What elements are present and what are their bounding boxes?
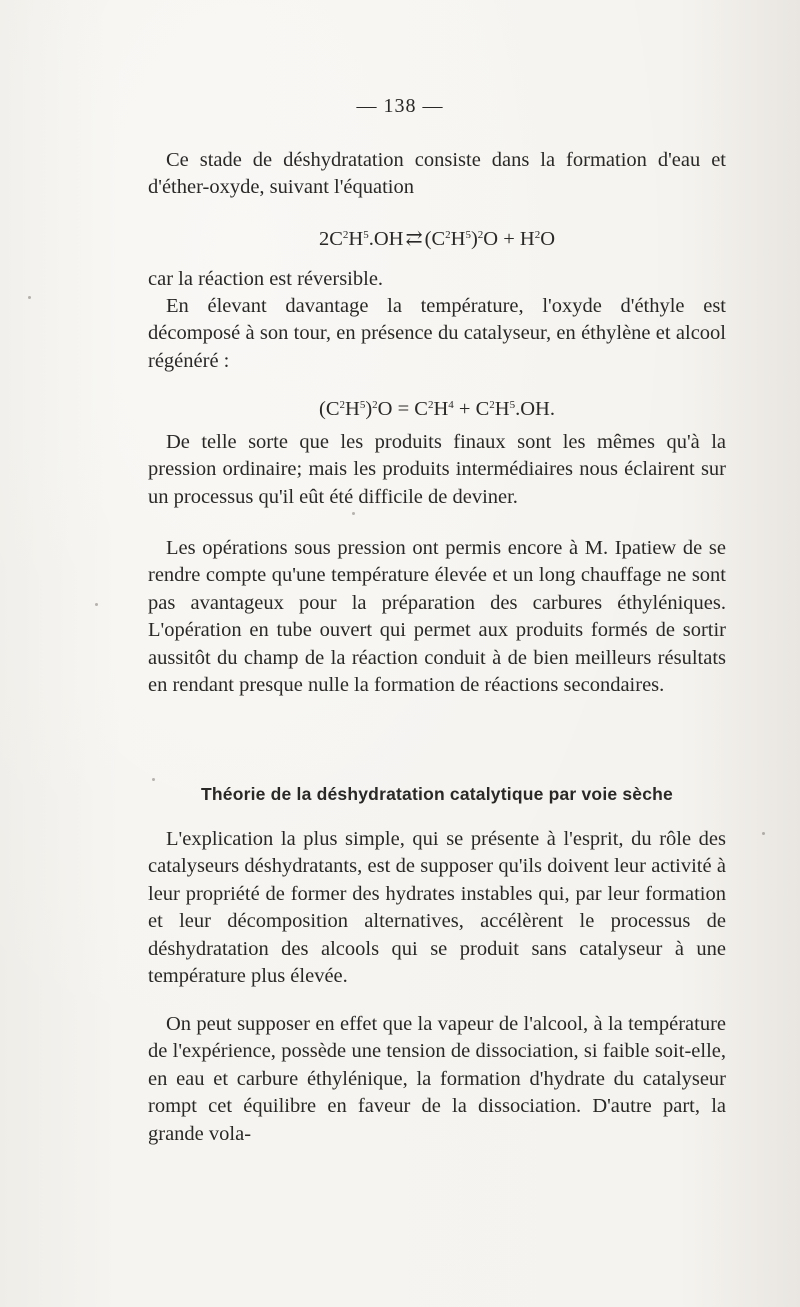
paragraph-text: De telle sorte que les produits finaux sont les mêmes qu'à la pression ordinaire; mais les produits intermédiaires nous éclairent sur un processus qu'il eût été difficile de deviner. xyxy=(148,431,726,508)
paragraph-text: En élevant davantage la température, l'oxyde d'éthyle est décomposé à son tour, en présence du catalyseur, en éthylène et alcool régénéré : xyxy=(148,295,726,372)
paper-speck xyxy=(95,603,98,606)
page-number: — 138 — xyxy=(356,95,444,117)
paragraph-dissociation xyxy=(148,1011,726,1148)
paragraph-text: L'explication la plus simple, qui se présente à l'esprit, du rôle des catalyseurs déshydratants, est de supposer qu'ils doivent leur activité à leur propriété de former des hydrates instables qui, par leur formation et leur décomposition alternatives, accélèrent le processus de déshydratation des alcools qui se produit sans catalyseur à une température plus élevée. xyxy=(148,828,726,988)
paragraph-text: car la réaction est réversible. xyxy=(148,268,384,290)
equation-etherification: $2C^2H^5.OH⇄(C^2H^5)^2O + H^2O$ xyxy=(318,228,556,250)
paragraph-decomposition xyxy=(148,293,726,375)
paragraph-intro xyxy=(148,147,726,202)
paragraph-text: Ce stade de déshydratation consiste dans la formation d'eau et d'éther-oxyde, suivant l'équation xyxy=(148,149,726,199)
paper-speck xyxy=(352,512,355,515)
paragraph-text: Les opérations sous pression ont permis encore à M. Ipatiew de se rendre compte qu'une température élevée et un long chauffage ne sont pas avantageux pour la préparation des carbures éthyléniques. L'opération en tube ouvert qui permet aux produits formés de sortir aussitôt du champ de la réaction conduit à de bien meilleurs résultats en rendant presque nulle la formation de réactions secondaires. xyxy=(148,537,726,697)
equation-decomposition: $(C^2H^5)^2O = C^2H^4 + C^2H^5.OH$. xyxy=(319,398,555,420)
paper-speck xyxy=(152,778,155,781)
reversible-arrow: ⇄ xyxy=(405,228,423,250)
paragraph-pressure xyxy=(148,535,726,699)
paragraph-text: On peut supposer en effet que la vapeur de l'alcool, à la température de l'expérience, possède une tension de dissociation, si faible soit-elle, en eau et carbure éthylénique, la formation d'hydrate du catalyseur rompt cet équilibre en faveur de la dissociation. D'autre part, la grande vola- xyxy=(148,1013,726,1145)
paragraph-final-products xyxy=(148,429,726,511)
section-heading: Théorie de la déshydratation catalytique par voie sèche xyxy=(201,784,673,804)
paper-speck xyxy=(28,296,31,299)
paper-speck xyxy=(762,832,765,835)
paragraph-explanation xyxy=(148,826,726,990)
paragraph-reversible xyxy=(148,266,726,293)
